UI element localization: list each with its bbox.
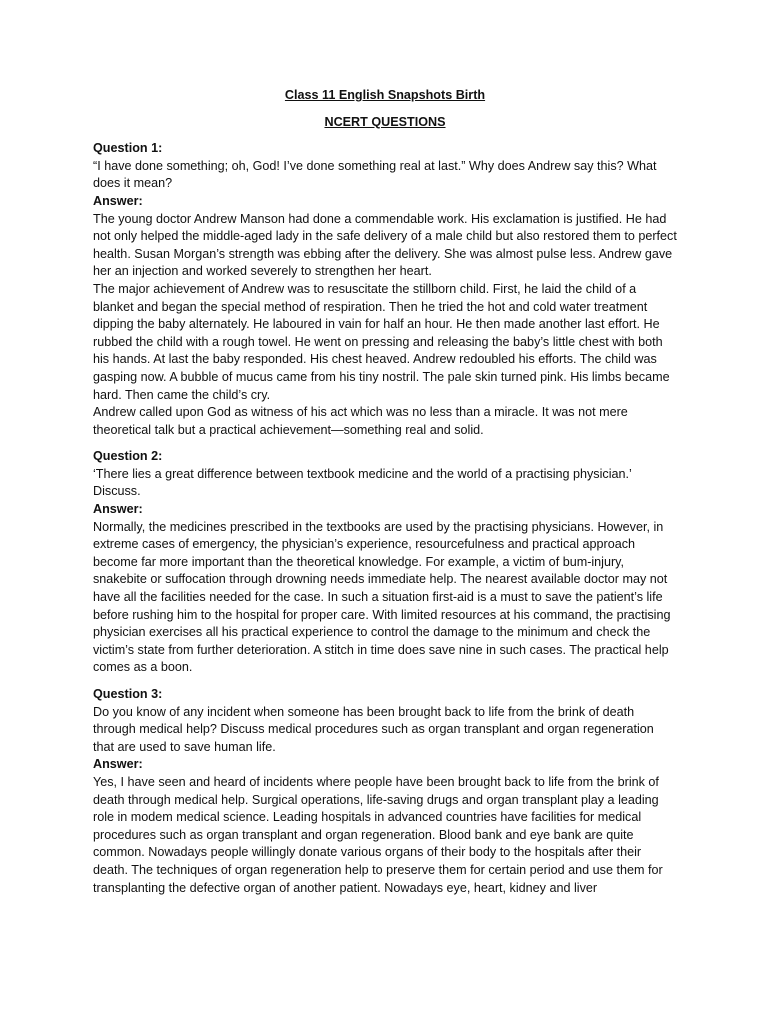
question-block-1 bbox=[93, 140, 677, 439]
answer-label: Answer: bbox=[93, 193, 143, 208]
question-block-3 bbox=[93, 686, 677, 897]
question-label: Question 3: bbox=[93, 687, 163, 701]
question-text: Do you know of any incident when someone has been brought back to life from the brink of death through medical help? Discuss medical procedures such as organ transplant and organ regeneration that are used to save human life. bbox=[93, 704, 654, 754]
question-text: ‘There lies a great difference between textbook medicine and the world of a practising physician.’ Discuss. bbox=[93, 466, 632, 499]
question-block-2 bbox=[93, 448, 677, 677]
answer-paragraph: The major achievement of Andrew was to resuscitate the stillborn child. First, he laid the child of a blanket and began the special method of respiration. Then he tried the hot and cold water treatment dipping the baby alternately. He laboured in vain for half an hour. He then made another last effort. He rubbed the child with a rough towel. He went on pressing and releasing the baby’s little chest with both his hands. At last the baby responded. His chest heaved. Andrew redoubled his efforts. The child was gasping now. A bubble of mucus came from his tiny nostril. The pale skin turned pink. His limbs became hard. Then came the child’s cry. bbox=[93, 281, 670, 402]
answer-paragraph: Normally, the medicines prescribed in the textbooks are used by the practising physicians. However, in extreme cases of emergency, the physician’s experience, resourcefulness and practical approach become far more important than the theoretical knowledge. For example, a victim of bum-injury, snakebite or suffocation through drowning needs immediate help. The nearest available doctor may not have all the facilities needed for the case. In such a situation first-aid is a must to save the patient’s life before rushing him to the hospital for proper care. With limited resources at his command, the practising physician exercises all his practical experience to control the damage to the minimum and check the victim’s state from further deterioration. A stitch in time does save nine in such cases. The practical help comes as a boon. bbox=[93, 519, 671, 675]
document-title: Class 11 English Snapshots Birth bbox=[284, 88, 486, 102]
answer-paragraph: Andrew called upon God as witness of his act which was no less than a miracle. It was not mere theoretical talk but a practical achievement—something real and solid. bbox=[93, 405, 628, 437]
question-label: Question 2: bbox=[93, 449, 163, 464]
document-page bbox=[93, 87, 677, 906]
answer-paragraph: Yes, I have seen and heard of incidents where people have been brought back to life from the brink of death through medical help. Surgical operations, life-saving drugs and organ transplant play a leading role in modem medical science. Leading hospitals in advanced countries have facilities for medical procedures such as organ transplant and organ regeneration. Blood bank and eye bank are quite common. Nowadays people willingly donate various organs of their body to the hospitals after their death. The techniques of organ regeneration help to preserve them for certain period and use them for transplanting the defective organ of another patient. Nowadays eye, heart, kidney and liver bbox=[93, 774, 663, 895]
answer-label: Answer: bbox=[93, 502, 143, 517]
question-text: “I have done something; oh, God! I’ve done something real at last.” Why does Andrew say this? What does it mean? bbox=[93, 158, 657, 191]
question-label: Question 1: bbox=[93, 141, 163, 156]
answer-label: Answer: bbox=[93, 757, 143, 772]
answer-paragraph: The young doctor Andrew Manson had done a commendable work. His exclamation is justified. He had not only helped the middle-aged lady in the safe delivery of a male child but also restored them to perfect health. Susan Morgan’s strength was ebbing after the delivery. She was almost pulse less. Andrew gave her an injection and worked severely to strengthen her heart. bbox=[93, 211, 677, 279]
document-subtitle: NCERT QUESTIONS bbox=[324, 114, 446, 129]
